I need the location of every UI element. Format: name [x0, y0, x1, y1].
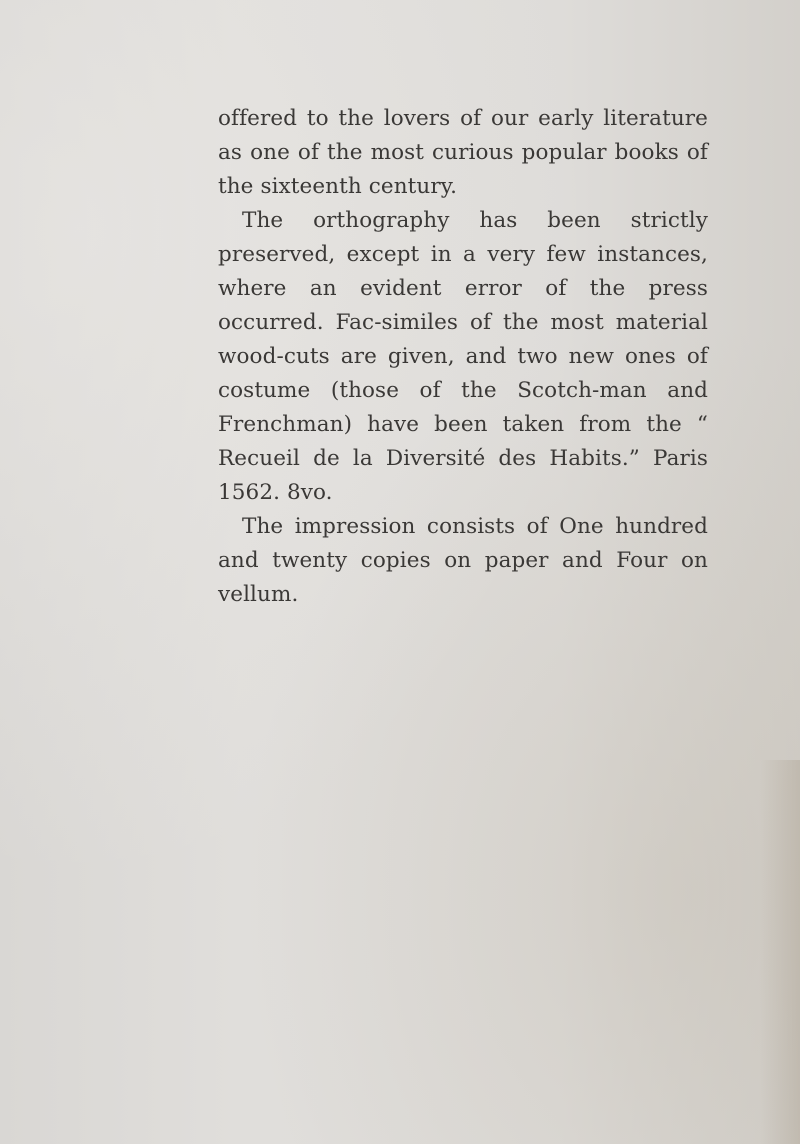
paragraph-impression: The impression consists of One hundred and twenty copies on paper and Four on vellum.: [218, 514, 708, 607]
page-edge-stain: [760, 760, 800, 1144]
paragraph-continuation: offered to the lovers of our early literature as one of the most curious popular books of the sixteenth century.: [218, 106, 708, 199]
page-text: [218, 102, 708, 612]
paragraph-orthography: The orthography has been strictly preserved, except in a very few instances, where an evident error of the press occurred. Fac-similes of the most material wood-cuts are given, and two new ones of costume (those of the Scotch-man and Frenchman) have been taken from the “ Recueil de la Diversité des Habits.” Paris 1562. 8vo.: [218, 208, 708, 505]
